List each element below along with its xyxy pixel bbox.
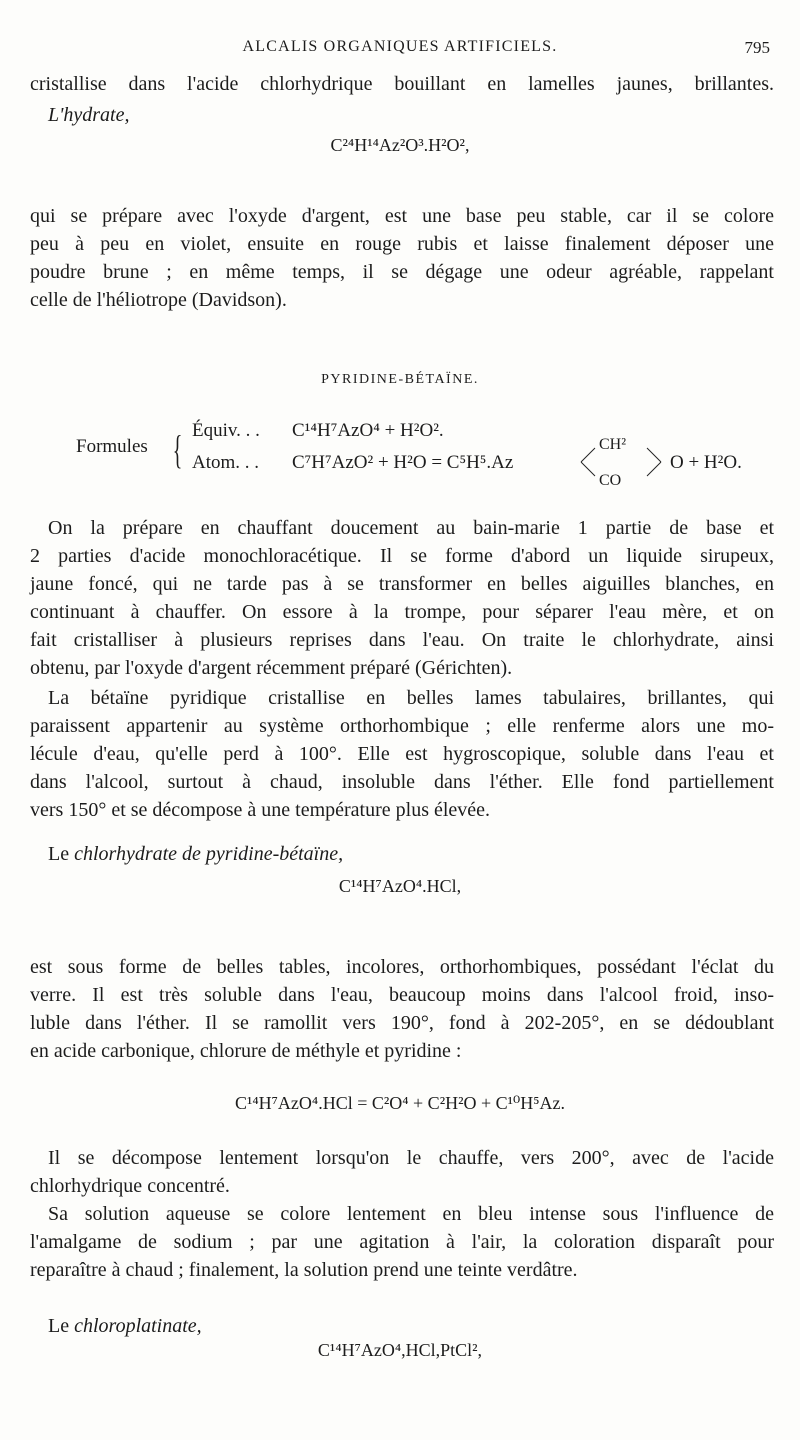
- formula-tag: Équiv. . .: [192, 420, 260, 441]
- formulas-block: [76, 416, 776, 489]
- chloroplatinate-label: [30, 1312, 792, 1340]
- text-line: qui se prépare avec l'oxyde d'argent, est une base peu stable, car il se colore: [30, 205, 774, 227]
- text-line: paraissent appartenir au système orthorhombique ; elle renferme alors une mo-: [30, 715, 774, 737]
- paragraph-continuation: [30, 70, 774, 98]
- section-heading: PYRIDINE-BÉTAÏNE.: [321, 372, 479, 387]
- page-number: 795: [744, 38, 770, 57]
- paragraph-solution: [30, 1200, 774, 1284]
- text-line: [48, 840, 792, 868]
- reaction-formula: C¹⁴H⁷AzO⁴.HCl = C²O⁴ + C²H²O + C¹⁰H⁵Az.: [234, 1093, 566, 1113]
- text-line: verre. Il est très soluble dans l'eau, beaucoup moins dans l'alcool froid, inso-: [30, 984, 774, 1006]
- chlorhydrate-label: [30, 840, 792, 868]
- text-line: cristallise dans l'acide chlorhydrique bouillant en lamelles jaunes, brillantes.: [30, 73, 774, 95]
- chlorhydrate-formula: C¹⁴H⁷AzO⁴.HCl,: [338, 876, 462, 896]
- text-line: La bétaïne pyridique cristallise en belles lames tabulaires, brillantes, qui: [48, 687, 774, 709]
- text-line: jaune foncé, qui ne tarde pas à se transformer en belles aiguilles blanches, en: [30, 573, 774, 595]
- formula-text: C¹⁴H⁷AzO⁴ + H²O².: [292, 420, 444, 441]
- ring-bottom-group: CO: [599, 472, 622, 489]
- paragraph-hydrate: [30, 202, 774, 314]
- label-italic: chloroplatinate,: [74, 1315, 202, 1337]
- text-line: l'amalgame de sodium ; par une agitation à l'air, la coloration disparaît pour: [30, 1231, 774, 1253]
- ring-top-group: CH²: [599, 436, 627, 453]
- formula-text: C⁷H⁷AzO² + H²O = C⁵H⁵.Az: [292, 452, 514, 473]
- formula-atom: [192, 452, 513, 474]
- label-italic: chlorhydrate de pyridine-bétaïne,: [74, 843, 344, 865]
- text-line: vers 150° et se décompose à une température plus élevée.: [30, 799, 491, 821]
- text-line: continuant à chauffer. On essore à la trompe, pour séparer l'eau mère, et on: [30, 601, 774, 623]
- paragraph-properties: [30, 684, 774, 824]
- chloroplatinate-formula: C¹⁴H⁷AzO⁴,HCl,PtCl²,: [317, 1340, 483, 1360]
- text-line: obtenu, par l'oxyde d'argent récemment préparé (Gérichten).: [30, 657, 513, 679]
- brace-glyph: {: [172, 427, 183, 472]
- text-line: reparaître à chaud ; finalement, la solution prend une teinte verdâtre.: [30, 1259, 578, 1281]
- paragraph-preparation: [30, 514, 774, 682]
- formula-tag: Atom. . .: [192, 452, 260, 473]
- text-line: peu à peu en violet, ensuite en rouge rubis et laisse finalement déposer une: [30, 233, 774, 255]
- label-prefix: Le: [48, 843, 75, 865]
- hydrate-label: [30, 101, 792, 129]
- formulas-label: Formules: [76, 436, 148, 457]
- text-line: poudre brune ; en même temps, il se dégage une odeur agréable, rappelant: [30, 261, 774, 283]
- text-line: luble dans l'éther. Il se ramollit vers 190°, fond à 202-205°, en se dédoublant: [30, 1012, 774, 1034]
- paragraph-chlorhydrate: [30, 953, 774, 1065]
- text-line: 2 parties d'acide monochloracétique. Il se forme d'abord un liquide sirupeux,: [30, 545, 774, 567]
- text-line: est sous forme de belles tables, incolores, orthorhombiques, possédant l'éclat du: [30, 956, 774, 978]
- formula-equiv: [192, 420, 444, 442]
- text-line: Il se décompose lentement lorsqu'on le chauffe, vers 200°, avec de l'acide: [48, 1147, 774, 1169]
- running-title: ALCALIS ORGANIQUES ARTIFICIELS.: [242, 38, 558, 55]
- text-line: On la prépare en chauffant doucement au bain-marie 1 partie de base et: [48, 517, 774, 539]
- text-line: fait cristalliser à plusieurs reprises dans l'eau. On traite le chlorhydrate, ainsi: [30, 629, 774, 651]
- text-line: dans l'alcool, surtout à chaud, insoluble dans l'éther. Elle fond partiellement: [30, 771, 774, 793]
- text-line: celle de l'héliotrope (Davidson).: [30, 289, 287, 311]
- text-line: L'hydrate,: [48, 104, 130, 126]
- text-line: lécule d'eau, qu'elle perd à 100°. Elle est hygroscopique, soluble dans l'eau et: [30, 743, 774, 765]
- text-line: en acide carbonique, chlorure de méthyle et pyridine :: [30, 1040, 462, 1062]
- text-line: [48, 1312, 792, 1340]
- hydrate-formula: C²⁴H¹⁴Az²O³.H²O²,: [330, 135, 470, 155]
- page-header: [30, 38, 770, 62]
- paragraph-decomposition: [30, 1144, 774, 1200]
- ring-tail: O + H²O.: [670, 452, 742, 473]
- text-line: Sa solution aqueuse se colore lentement en bleu intense sous l'influence de: [48, 1203, 774, 1225]
- label-prefix: Le: [48, 1315, 75, 1337]
- text-line: chlorhydrique concentré.: [30, 1175, 230, 1197]
